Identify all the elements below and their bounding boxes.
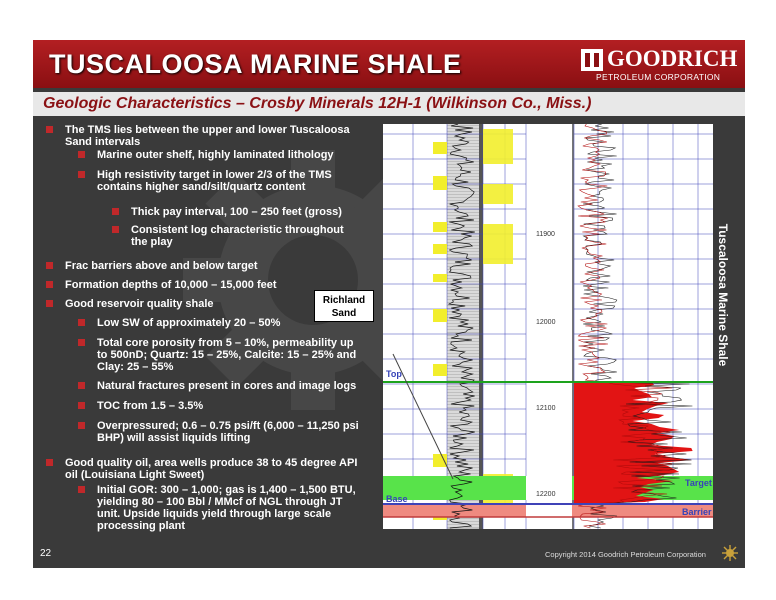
sand-fill	[433, 454, 447, 467]
bullet-item	[97, 149, 363, 161]
bullet-item	[97, 400, 363, 412]
bullet-text: Good quality oil, area wells produce 38 to 45 degree API oil (Louisiana Light Sweet)	[65, 457, 358, 481]
depth-label: 12000	[536, 319, 556, 326]
sand-fill	[483, 224, 513, 264]
sand-fill	[483, 184, 513, 204]
bullet-marker-icon	[46, 126, 53, 133]
bullet-text: Frac barriers above and below target	[65, 260, 258, 272]
subtitle-bar	[33, 92, 745, 116]
bullet-marker-icon	[78, 382, 85, 389]
bullet-item	[65, 457, 361, 481]
bullet-item	[97, 380, 363, 392]
bullet-text: Total core porosity from 5 – 10%, permeability up to 500nD; Quartz: 15 – 25%, Calcite: 15 – 25% and Clay: 25 – 55%	[97, 337, 357, 373]
bullet-text: TOC from 1.5 – 3.5%	[97, 400, 204, 412]
bullet-marker-icon	[78, 402, 85, 409]
depth-label: 11900	[536, 231, 555, 238]
richland-sand-callout	[314, 290, 374, 322]
bullet-marker-icon	[78, 151, 85, 158]
bullet-item	[97, 420, 363, 444]
bullet-item	[97, 337, 363, 373]
slide-subtitle: Geologic Characteristics – Crosby Minerals 12H-1 (Wilkinson Co., Miss.)	[43, 95, 592, 112]
callout-line1: Richland	[322, 295, 366, 306]
depth-track	[526, 124, 572, 529]
sand-fill	[433, 309, 447, 322]
sand-fill	[433, 176, 447, 190]
track-divider	[572, 124, 574, 529]
bullet-text: Natural fractures present in cores and image logs	[97, 380, 357, 392]
target-label: Target	[685, 478, 712, 488]
bullet-item	[97, 484, 363, 532]
bullet-text: Low SW of approximately 20 – 50%	[97, 317, 281, 329]
sand-fill	[433, 222, 447, 232]
bullet-item	[97, 169, 363, 193]
goodrich-logo	[581, 46, 743, 84]
bullet-marker-icon	[78, 486, 85, 493]
bullet-text: Overpressured; 0.6 – 0.75 psi/ft (6,000 – 11,250 psi BHP) will assist liquids lifting	[97, 420, 359, 444]
bullet-text: Initial GOR: 300 – 1,000; gas is 1,400 – 1,500 BTU, yielding 80 – 100 Bbl / MMcf of NGL through JT unit. Upside liquids yield through large scale processing plant	[97, 484, 356, 532]
bullet-marker-icon	[78, 171, 85, 178]
track-divider	[479, 124, 483, 529]
top-label: Top	[386, 369, 402, 379]
sun-logo-icon	[722, 545, 738, 561]
sand-fill	[433, 364, 447, 376]
bullet-text: Formation depths of 10,000 – 15,000 feet	[65, 279, 277, 291]
logo-subtitle: PETROLEUM CORPORATION	[596, 72, 721, 82]
copyright: Copyright 2014 Goodrich Petroleum Corporation	[545, 550, 706, 559]
barrier-label: Barrier	[682, 507, 712, 517]
slide	[33, 40, 745, 568]
bullet-marker-icon	[112, 226, 119, 233]
base-label: Base	[386, 494, 408, 504]
bullet-text: Marine outer shelf, highly laminated lithology	[97, 149, 334, 161]
bullet-marker-icon	[46, 459, 53, 466]
bullet-marker-icon	[78, 319, 85, 326]
sand-fill	[433, 244, 447, 254]
bullet-marker-icon	[78, 339, 85, 346]
slide-title: TUSCALOOSA MARINE SHALE	[49, 49, 462, 79]
logo-mark-icon	[581, 49, 603, 71]
bullet-marker-icon	[112, 208, 119, 215]
bullet-text: High resistivity target in lower 2/3 of the TMS contains higher sand/silt/quartz content	[97, 169, 332, 193]
page-number: 22	[40, 548, 52, 559]
bullet-text: The TMS lies between the upper and lower Tuscaloosa Sand intervals	[65, 124, 350, 148]
bullet-item	[65, 124, 361, 148]
bullet-item	[65, 260, 361, 272]
title-bar	[33, 40, 745, 88]
depth-track-mask	[526, 505, 572, 517]
bullet-item	[131, 206, 351, 218]
depth-label: 12200	[536, 491, 556, 498]
bullet-text: Good reservoir quality shale	[65, 298, 214, 310]
tms-vertical-label: Tuscaloosa Marine Shale	[716, 223, 730, 367]
logo-name: GOODRICH	[607, 46, 738, 71]
bullet-marker-icon	[46, 300, 53, 307]
sand-fill	[433, 142, 447, 154]
bullet-text: Consistent log characteristic throughout the play	[131, 224, 344, 248]
well-log-chart	[383, 124, 713, 529]
bullet-marker-icon	[46, 262, 53, 269]
bullet-marker-icon	[78, 422, 85, 429]
sand-fill	[483, 129, 513, 164]
bullet-marker-icon	[46, 281, 53, 288]
callout-line2: Sand	[331, 308, 357, 319]
bullet-item	[131, 224, 351, 248]
bullet-text: Thick pay interval, 100 – 250 feet (gross)	[131, 206, 342, 218]
sand-fill	[433, 274, 447, 282]
depth-label: 12100	[536, 405, 556, 412]
